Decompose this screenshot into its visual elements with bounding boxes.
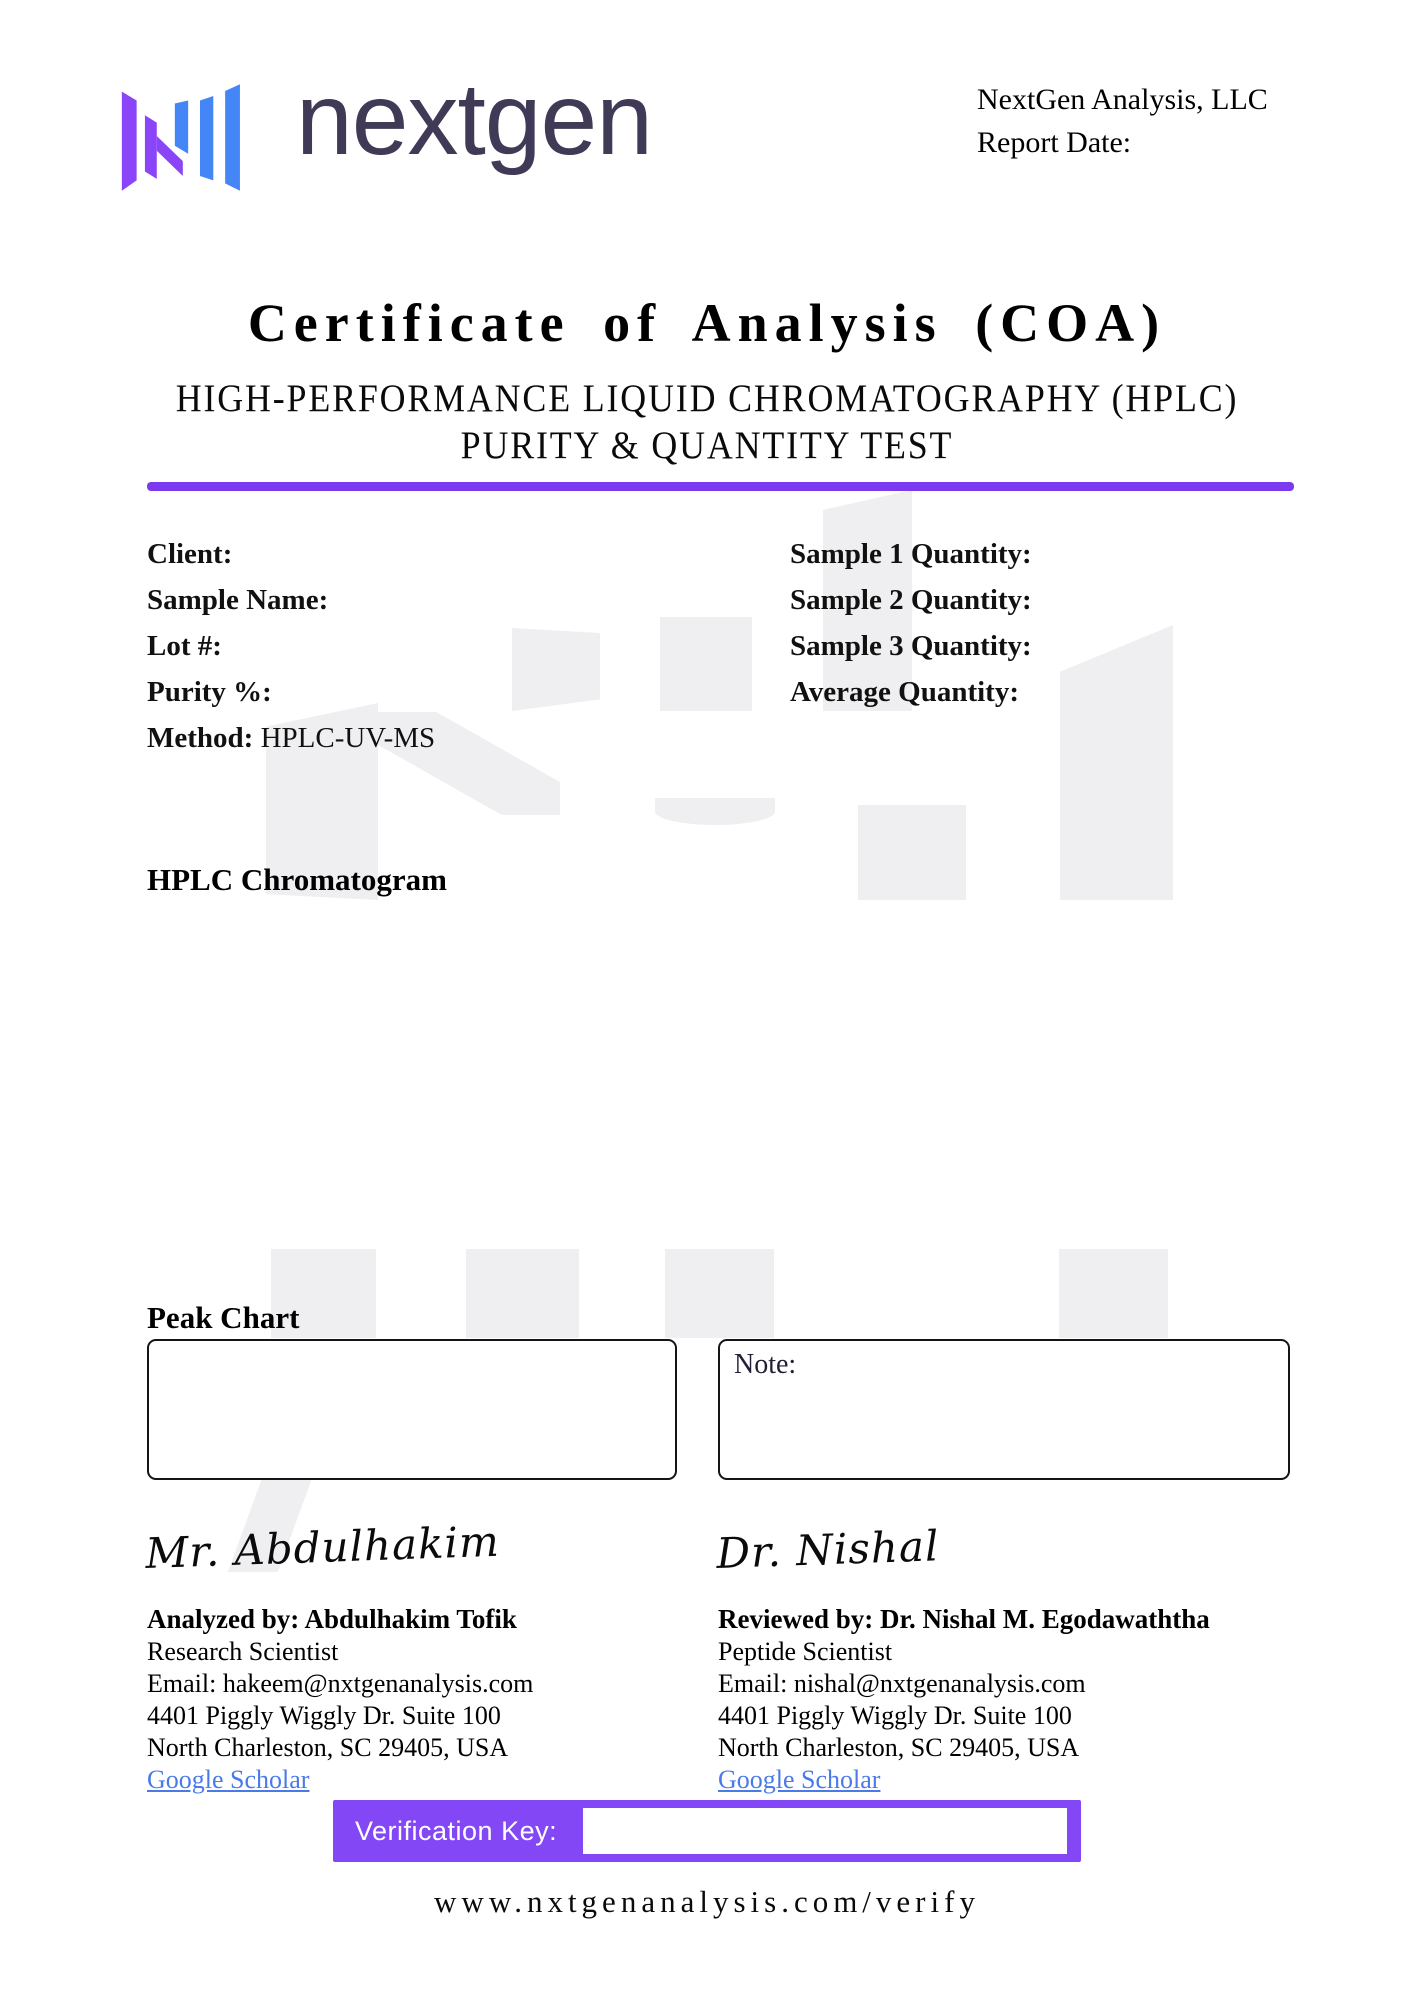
document-title: Certificate of Analysis (COA) — [247, 293, 1167, 353]
reviewer-name-line: Reviewed by: Dr. Nishal M. Egodawaththa — [718, 1604, 1210, 1634]
analyst-name-line: Analyzed by: Abdulhakim Tofik — [147, 1604, 517, 1634]
peak-chart-box — [147, 1339, 677, 1480]
reviewer-address-line2: North Charleston, SC 29405, USA — [718, 1733, 1080, 1762]
field-sample-name: Sample Name: — [147, 584, 329, 616]
analyst-google-scholar-link[interactable]: Google Scholar — [147, 1765, 310, 1794]
company-name: NextGen Analysis, LLC — [977, 83, 1268, 116]
chromatogram-heading: HPLC Chromatogram — [147, 862, 447, 897]
analyst-address-line2: North Charleston, SC 29405, USA — [147, 1733, 509, 1762]
analyst-signature-block — [144, 1516, 707, 1796]
sample-info-left-column — [147, 531, 435, 761]
reviewer-google-scholar-link[interactable]: Google Scholar — [718, 1765, 881, 1794]
verification-key-label: Verification Key: — [355, 1815, 558, 1846]
field-average-qty: Average Quantity: — [790, 676, 1019, 708]
reviewer-email: Email: nishal@nxtgenanalysis.com — [718, 1669, 1086, 1698]
field-lot-number: Lot #: — [147, 630, 222, 662]
reviewer-signature-script: Dr. Nishal — [715, 1521, 941, 1579]
verification-key-input[interactable] — [583, 1808, 1067, 1854]
brand-wordmark: nextgen — [296, 62, 652, 176]
sample-info-right-column — [790, 531, 1032, 715]
peak-chart-heading: Peak Chart — [147, 1300, 300, 1335]
watermark-bar — [1059, 1249, 1168, 1338]
reviewer-role: Peptide Scientist — [718, 1637, 893, 1666]
field-purity: Purity %: — [147, 676, 272, 708]
field-client: Client: — [147, 538, 233, 570]
analyst-role: Research Scientist — [147, 1637, 339, 1666]
report-date-label: Report Date: — [977, 126, 1132, 159]
accent-divider — [147, 482, 1294, 491]
reviewer-address-line1: 4401 Piggly Wiggly Dr. Suite 100 — [718, 1701, 1072, 1730]
field-sample1-qty: Sample 1 Quantity: — [790, 538, 1032, 570]
watermark-bar — [466, 1249, 579, 1338]
reviewer-signature-block — [715, 1521, 1278, 1796]
note-label: Note: — [734, 1349, 797, 1380]
note-box — [718, 1339, 1290, 1480]
watermark-swoosh — [655, 798, 775, 825]
field-method-value: HPLC-UV-MS — [260, 722, 436, 754]
analyst-signature-script: Mr. Abdulhakim — [144, 1516, 501, 1579]
field-sample3-qty: Sample 3 Quantity: — [790, 630, 1032, 662]
field-method: Method: HPLC-UV-MS — [147, 722, 436, 754]
field-sample2-qty: Sample 2 Quantity: — [790, 584, 1032, 616]
document-subtitle-line2: PURITY & QUANTITY TEST — [460, 424, 954, 467]
company-info-block — [977, 78, 1268, 164]
watermark-bar — [665, 1249, 774, 1338]
nextgen-logo-icon — [110, 70, 258, 202]
watermark-bar — [660, 617, 752, 711]
verify-url: www.nxtgenanalysis.com/verify — [434, 1884, 980, 1919]
analyst-email: Email: hakeem@nxtgenanalysis.com — [147, 1669, 534, 1698]
watermark-bar — [858, 805, 966, 900]
watermark-bar — [512, 628, 600, 711]
watermark-bar — [1060, 625, 1173, 900]
document-subtitle-line1: HIGH-PERFORMANCE LIQUID CHROMATOGRAPHY (HPLC) — [175, 377, 1239, 420]
verification-key-bar — [333, 1800, 1081, 1862]
analyst-address-line1: 4401 Piggly Wiggly Dr. Suite 100 — [147, 1701, 501, 1730]
